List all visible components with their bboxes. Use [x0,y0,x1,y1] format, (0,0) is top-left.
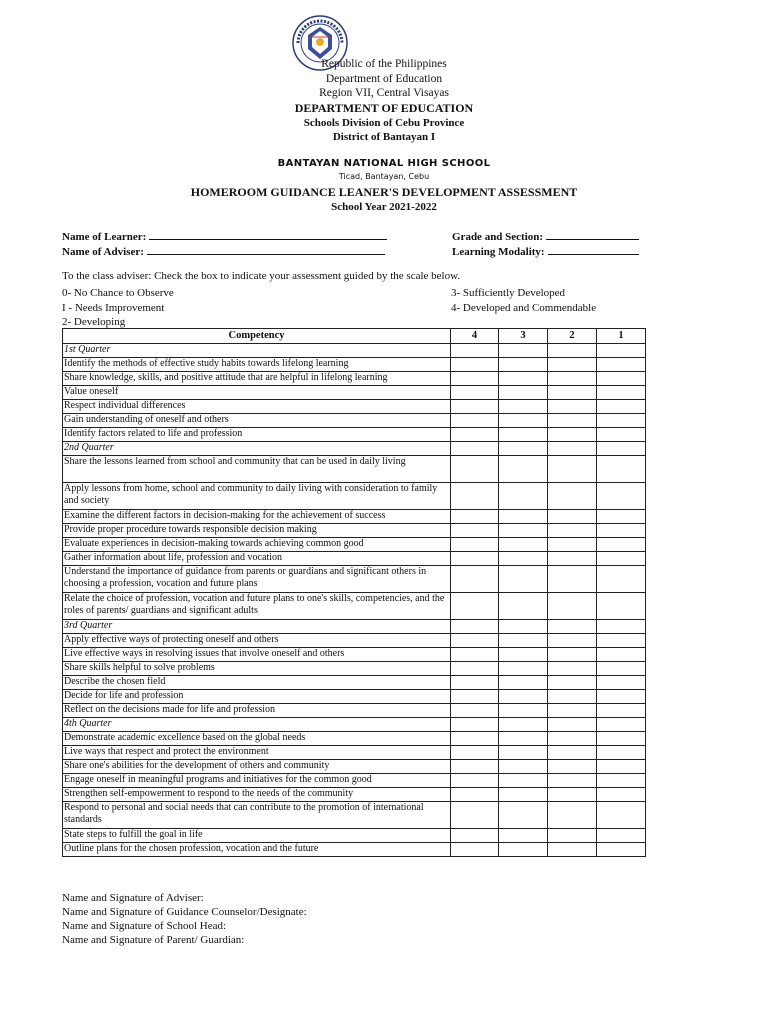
rating-cell-1 [597,718,646,732]
rating-cell-2[interactable] [548,524,597,538]
rating-cell-2[interactable] [548,386,597,400]
competency-cell: Understand the importance of guidance from parents or guardians and significant others in choosing a profession, vocation and future plans [63,566,451,593]
rating-cell-2[interactable] [548,648,597,662]
table-row [63,648,646,662]
rating-cell-1[interactable] [597,746,646,760]
rating-cell-2[interactable] [548,456,597,483]
learning-modality-label: Learning Modality: [452,246,545,258]
rating-cell-1[interactable] [597,704,646,718]
rating-cell-1 [597,344,646,358]
rating-cell-2[interactable] [548,676,597,690]
rating-cell-4 [451,344,499,358]
department-heading: DEPARTMENT OF EDUCATION [294,101,474,115]
rating-cell-3[interactable] [499,552,548,566]
table-row [63,538,646,552]
rating-cell-3[interactable] [499,648,548,662]
table-row [63,358,646,372]
rating-cell-3 [499,620,548,634]
rating-cell-2[interactable] [548,788,597,802]
grade-section-label: Grade and Section: [452,231,544,243]
rating-cell-4[interactable] [451,552,499,566]
rating-cell-2[interactable] [548,510,597,524]
table-row [63,634,646,648]
rating-cell-3[interactable] [499,538,548,552]
competency-rows [63,344,646,857]
competency-cell: Outline plans for the chosen profession, vocation and the future [63,843,451,857]
rating-cell-2[interactable] [548,690,597,704]
competency-cell: Live ways that respect and protect the environment [63,746,451,760]
rating-cell-3[interactable] [499,524,548,538]
table-row [63,372,646,386]
rating-cell-4[interactable] [451,593,499,620]
scale-0: 0- No Chance to Observe [62,287,174,299]
competency-cell: State steps to fulfill the goal in life [63,829,451,843]
rating-cell-4 [451,718,499,732]
school-head-signature-label: Name and Signature of School Head: [62,920,227,932]
rating-cell-1[interactable] [597,428,646,442]
rating-cell-1[interactable] [597,372,646,386]
rating-cell-1[interactable] [597,552,646,566]
rating-cell-3[interactable] [499,774,548,788]
rating-cell-2[interactable] [548,662,597,676]
rating-cell-1[interactable] [597,634,646,648]
rating-cell-3 [499,718,548,732]
rating-cell-4[interactable] [451,386,499,400]
competency-cell: Share the lessons learned from school and community that can be used in daily living [63,456,451,483]
rating-cell-3[interactable] [499,746,548,760]
adviser-name-line[interactable] [147,244,385,255]
rating-cell-2[interactable] [548,746,597,760]
header-score-3: 3 [499,329,548,344]
rating-cell-3[interactable] [499,802,548,829]
table-row [63,690,646,704]
table-row [63,414,646,428]
table-row [63,386,646,400]
competency-cell: Decide for life and profession [63,690,451,704]
table-row [63,746,646,760]
quarter-row [63,620,646,634]
rating-cell-2[interactable] [548,774,597,788]
rating-cell-1[interactable] [597,538,646,552]
rating-cell-2 [548,718,597,732]
table-row [63,510,646,524]
rating-cell-3[interactable] [499,428,548,442]
rating-cell-4[interactable] [451,566,499,593]
rating-cell-4[interactable] [451,648,499,662]
rating-cell-1[interactable] [597,358,646,372]
rating-cell-3[interactable] [499,483,548,510]
table-row [63,802,646,829]
table-row [63,428,646,442]
rating-cell-4[interactable] [451,732,499,746]
rating-cell-4[interactable] [451,662,499,676]
parent-signature-label: Name and Signature of Parent/ Guardian: [62,934,245,946]
rating-cell-1 [597,620,646,634]
table-row [63,552,646,566]
counselor-signature-label: Name and Signature of Guidance Counselor/Designate: [62,906,307,918]
rating-cell-3 [499,442,548,456]
rating-cell-4[interactable] [451,802,499,829]
competency-cell: Identify the methods of effective study habits towards lifelong learning [63,358,451,372]
rating-cell-4[interactable] [451,428,499,442]
rating-cell-1[interactable] [597,400,646,414]
rating-cell-3[interactable] [499,456,548,483]
table-row [63,676,646,690]
republic-line: Republic of the Philippines [321,58,447,70]
competency-cell: Share skills helpful to solve problems [63,662,451,676]
rating-cell-3[interactable] [499,676,548,690]
rating-cell-4[interactable] [451,372,499,386]
rating-cell-2[interactable] [548,634,597,648]
scale-4: 4- Developed and Commendable [451,302,597,314]
rating-cell-1[interactable] [597,829,646,843]
competency-cell: Value oneself [63,386,451,400]
scale-1: I - Needs Improvement [62,302,165,314]
rating-cell-3[interactable] [499,690,548,704]
competency-cell: Respect individual differences [63,400,451,414]
rating-cell-1[interactable] [597,676,646,690]
rating-cell-2 [548,344,597,358]
rating-cell-4[interactable] [451,774,499,788]
rating-cell-4[interactable] [451,483,499,510]
rating-cell-1[interactable] [597,774,646,788]
rating-cell-4[interactable] [451,538,499,552]
rating-cell-1[interactable] [597,414,646,428]
competency-cell: Gain understanding of oneself and others [63,414,451,428]
rating-cell-2[interactable] [548,372,597,386]
quarter-row [63,442,646,456]
table-row [63,774,646,788]
table-row [63,593,646,620]
rating-cell-3 [499,344,548,358]
rating-cell-3[interactable] [499,760,548,774]
adviser-name-field[interactable] [62,244,385,258]
rating-cell-2[interactable] [548,552,597,566]
grade-section-field[interactable] [452,229,639,243]
department-line: Department of Education [325,73,443,85]
rating-cell-4[interactable] [451,510,499,524]
competency-cell: Share one's abilities for the development of others and community [63,760,451,774]
rating-cell-2[interactable] [548,358,597,372]
table-header-row [63,329,646,344]
rating-cell-4[interactable] [451,456,499,483]
rating-cell-4[interactable] [451,676,499,690]
rating-cell-3[interactable] [499,788,548,802]
rating-cell-2[interactable] [548,760,597,774]
table-row [63,788,646,802]
rating-cell-3[interactable] [499,829,548,843]
rating-cell-4[interactable] [451,400,499,414]
quarter-label: 3rd Quarter [63,620,451,634]
rating-cell-2[interactable] [548,732,597,746]
rating-cell-1[interactable] [597,788,646,802]
rating-cell-2[interactable] [548,414,597,428]
school-address: Ticad, Bantayan, Cebu [338,172,430,181]
rating-cell-2[interactable] [548,483,597,510]
rating-cell-2[interactable] [548,400,597,414]
instructions-text: To the class adviser: Check the box to indicate your assessment guided by the scale below. [62,270,461,282]
learner-name-field[interactable] [62,229,387,243]
learning-modality-line[interactable] [548,244,639,255]
rating-cell-1[interactable] [597,524,646,538]
rating-cell-4[interactable] [451,358,499,372]
rating-cell-4[interactable] [451,704,499,718]
region-line: Region VII, Central Visayas [319,87,449,99]
rating-cell-3[interactable] [499,386,548,400]
header-score-4: 4 [451,329,499,344]
adviser-signature-label: Name and Signature of Adviser: [62,892,204,904]
rating-cell-3[interactable] [499,843,548,857]
rating-cell-4[interactable] [451,829,499,843]
table-row [63,566,646,593]
competency-cell: Gather information about life, profession and vocation [63,552,451,566]
competency-cell: Evaluate experiences in decision-making towards achieving common good [63,538,451,552]
competency-cell: Provide proper procedure towards responsible decision making [63,524,451,538]
grade-section-line[interactable] [546,229,639,240]
rating-cell-1[interactable] [597,648,646,662]
competency-cell: Engage oneself in meaningful programs and initiatives for the common good [63,774,451,788]
rating-cell-1[interactable] [597,386,646,400]
rating-cell-3[interactable] [499,593,548,620]
rating-cell-3[interactable] [499,704,548,718]
rating-cell-4[interactable] [451,524,499,538]
rating-cell-2[interactable] [548,704,597,718]
rating-cell-2[interactable] [548,843,597,857]
division-line: Schools Division of Cebu Province [303,117,465,129]
form-title: HOMEROOM GUIDANCE LEANER'S DEVELOPMENT ASSESSMENT [190,185,578,199]
rating-cell-4[interactable] [451,843,499,857]
competency-cell: Reflect on the decisions made for life and profession [63,704,451,718]
competency-cell: Demonstrate academic excellence based on the global needs [63,732,451,746]
scale-2: 2- Developing [62,316,126,328]
rating-cell-4[interactable] [451,634,499,648]
table-row [63,829,646,843]
rating-cell-2[interactable] [548,538,597,552]
table-row [63,483,646,510]
scale-3: 3- Sufficiently Developed [451,287,566,299]
rating-cell-2 [548,442,597,456]
rating-cell-4[interactable] [451,414,499,428]
competency-cell: Examine the different factors in decision-making for the achievement of success [63,510,451,524]
adviser-name-label: Name of Adviser: [62,246,144,258]
rating-cell-1[interactable] [597,456,646,483]
rating-cell-3[interactable] [499,634,548,648]
header-score-1: 1 [597,329,646,344]
rating-cell-1[interactable] [597,483,646,510]
rating-cell-3[interactable] [499,566,548,593]
learning-modality-field[interactable] [452,244,639,258]
quarter-row [63,344,646,358]
rating-cell-1[interactable] [597,593,646,620]
competency-cell: Relate the choice of profession, vocation and future plans to one's skills, competencies, and the roles of parents/ guardians and significant adults [63,593,451,620]
rating-cell-4[interactable] [451,746,499,760]
rating-cell-3[interactable] [499,662,548,676]
rating-cell-1[interactable] [597,662,646,676]
quarter-label: 2nd Quarter [63,442,451,456]
table-row [63,400,646,414]
rating-cell-3[interactable] [499,510,548,524]
rating-cell-2 [548,620,597,634]
quarter-label: 4th Quarter [63,718,451,732]
rating-cell-3[interactable] [499,414,548,428]
rating-cell-4 [451,620,499,634]
table-row [63,732,646,746]
rating-cell-1[interactable] [597,566,646,593]
competency-cell: Apply effective ways of protecting oneself and others [63,634,451,648]
table-row [63,456,646,483]
rating-cell-1[interactable] [597,802,646,829]
quarter-row [63,718,646,732]
table-row [63,662,646,676]
rating-cell-1[interactable] [597,510,646,524]
learner-name-label: Name of Learner: [62,231,147,243]
table-row [63,760,646,774]
rating-cell-2[interactable] [548,802,597,829]
table-row [63,704,646,718]
rating-cell-2[interactable] [548,593,597,620]
school-name: BANTAYAN NATIONAL HIGH SCHOOL [277,158,491,169]
competency-table [62,328,646,857]
rating-cell-3[interactable] [499,372,548,386]
competency-cell: Describe the chosen field [63,676,451,690]
competency-cell: Identify factors related to life and profession [63,428,451,442]
rating-cell-4[interactable] [451,690,499,704]
header-competency: Competency [63,329,451,344]
rating-cell-2[interactable] [548,566,597,593]
rating-cell-4[interactable] [451,788,499,802]
school-year: School Year 2021-2022 [331,201,437,213]
learner-name-line[interactable] [149,229,387,240]
rating-cell-3[interactable] [499,732,548,746]
rating-cell-2[interactable] [548,428,597,442]
header-score-2: 2 [548,329,597,344]
table-row [63,524,646,538]
rating-cell-1 [597,442,646,456]
rating-cell-2[interactable] [548,829,597,843]
competency-cell: Live effective ways in resolving issues that involve oneself and others [63,648,451,662]
rating-cell-4[interactable] [451,760,499,774]
rating-cell-1[interactable] [597,843,646,857]
quarter-label: 1st Quarter [63,344,451,358]
table-row [63,843,646,857]
rating-cell-3[interactable] [499,358,548,372]
rating-cell-3[interactable] [499,400,548,414]
competency-cell: Respond to personal and social needs that can contribute to the promotion of international standards [63,802,451,829]
rating-cell-1[interactable] [597,690,646,704]
rating-cell-4 [451,442,499,456]
competency-cell: Share knowledge, skills, and positive attitude that are helpful in lifelong learning [63,372,451,386]
competency-cell: Strengthen self-empowerment to respond to the needs of the community [63,788,451,802]
competency-cell: Apply lessons from home, school and community to daily living with consideration to family and society [63,483,451,510]
rating-cell-1[interactable] [597,732,646,746]
district-line: District of Bantayan I [332,131,436,143]
rating-cell-1[interactable] [597,760,646,774]
